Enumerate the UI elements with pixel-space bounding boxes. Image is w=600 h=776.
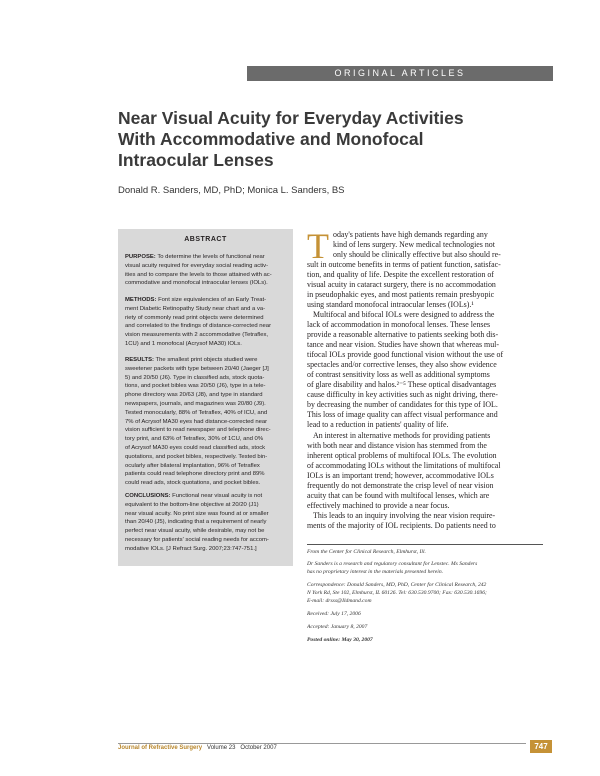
body-line: cause difficulty in key activities such as night driving, there- xyxy=(307,390,498,399)
abstract-line: modative IOLs. [J Refract Surg. 2007;23:747-751.] xyxy=(125,545,257,552)
abstract-line: newspapers, journals, and magazines was 20/80 (J9). xyxy=(125,400,266,407)
body-line: in pseudophakic eyes, and most patients remain presbyopic xyxy=(307,290,495,299)
abstract-line: Font size equivalencies of an Early Treat- xyxy=(158,297,267,303)
abstract-label: CONCLUSIONS: xyxy=(125,493,171,499)
title-line: Near Visual Acuity for Everyday Activities xyxy=(118,108,464,128)
section-banner: ORIGINAL ARTICLES xyxy=(247,66,553,81)
abstract-line: quotations, and pocket bibles, respectively. Tested bin- xyxy=(125,453,268,460)
issue-date: October 2007 xyxy=(240,745,277,751)
abstract-line: sweetener packets with type between 20/40 (Jaeger [J] xyxy=(125,365,269,372)
page-number: 747 xyxy=(530,740,552,753)
disclosure-note: Dr Sanders is a research and regulatory consultant for Lenstec. Ms Sanders xyxy=(307,561,478,567)
abstract-line: vision sufficient to read newspaper and telephone direc- xyxy=(125,427,271,434)
title-line: With Accommodative and Monofocal xyxy=(118,129,424,149)
abstract-line: To determine the levels of functional near xyxy=(157,254,265,260)
body-line: inherent optical problems of multifocal IOLs. The evolution xyxy=(307,451,497,460)
author-list: Donald R. Sanders, MD, PhD; Monica L. Sanders, BS xyxy=(118,185,345,196)
body-line: using standard monofocal intraocular lenses (IOLs).¹ xyxy=(307,300,474,309)
volume: Volume 23 xyxy=(207,745,236,751)
abstract-line: tory print, and 63% of Tetraflex, 30% of 1CU, and 0% xyxy=(125,436,264,443)
disclosure-note: has no proprietary interest in the materials presented herein. xyxy=(307,569,444,575)
body-line: Multifocal and bifocal IOLs were designed to address the xyxy=(313,310,495,319)
footer-divider xyxy=(118,743,526,744)
body-line: of contrast sensitivity loss as well as additional symptoms xyxy=(307,370,490,379)
abstract-label: PURPOSE: xyxy=(125,254,156,260)
abstract-line: necessary for patients' social reading needs for accom- xyxy=(125,536,269,543)
abstract-line: than 20/40 (J5), indicating that a requirement of nearly xyxy=(125,519,267,526)
body-line: IOLs is an important trend; however, accommodative IOLs xyxy=(307,471,494,480)
body-line: effectively machined to provide a near focus. xyxy=(307,501,450,510)
abstract-line: commodative and monofocal intraocular lenses (IOLs). xyxy=(125,280,268,287)
abstract-line: Functional near visual acuity is not xyxy=(172,493,263,499)
posted-online-text: Posted online: May 30, 2007 xyxy=(307,637,373,643)
abstract-line: phone directory was 20/63 (J8), and type in standard xyxy=(125,392,263,399)
abstract-line: near visual acuity. No print size was found at or smaller xyxy=(125,510,269,517)
body-line: visual acuity in cataract surgery, there is no accommodation xyxy=(307,280,496,289)
body-line: tifocal IOLs provide good functional vision without the use of xyxy=(307,350,504,359)
posted-online-date xyxy=(307,637,545,645)
abstract-line: 7% of Acrysof MA30 eyes had distance-corrected near xyxy=(125,418,268,425)
footnote-divider xyxy=(307,544,543,545)
body-line: with both near and distance vision has stemmed from the xyxy=(307,441,487,450)
body-line: only should be clinically effective but also should re- xyxy=(333,250,501,259)
body-line: acuity that can be found with multifocal lenses, which are xyxy=(307,491,490,500)
body-line: ments of the majority of IOL recipients. Do patients need to xyxy=(307,521,496,530)
abstract-line: Tested monocularly, 88% of Tetraflex, 40% of ICU, and xyxy=(125,409,268,416)
abstract-heading: ABSTRACT xyxy=(184,236,227,243)
body-line: sult in outcome benefits in terms of patient function, satisfac- xyxy=(307,260,501,269)
body-line: provide a reasonable alternative to patients seeking both dis- xyxy=(307,330,499,339)
body-line: lead to a reduction in patients' quality of life. xyxy=(307,420,449,429)
abstract-results xyxy=(125,356,288,488)
abstract-conclusions xyxy=(125,492,288,554)
title-line: Intraocular Lenses xyxy=(118,150,274,170)
abstract-line: 1CU) and 1 monofocal (Acrysof MA30) IOLs. xyxy=(125,340,242,347)
abstract-line: visual acuity required for everyday social reading activ- xyxy=(125,262,269,269)
abstract-line: could read ads, stock quotations, and pocket bibles. xyxy=(125,480,261,487)
abstract-line: and correlated to the findings of distance-corrected near xyxy=(125,323,272,330)
abstract-line: of Acrysof MA30 eyes could read classified ads, stock xyxy=(125,444,266,451)
abstract-line: equivalent to the bottom-line objective at 20/20 (J1) xyxy=(125,501,259,508)
body-line: of glare disability and halos.²⁻⁵ These optical disadvantages xyxy=(307,380,497,389)
abstract-label: METHODS: xyxy=(125,297,157,303)
journal-name: Journal of Refractive Surgery xyxy=(118,745,203,751)
correspondence-note: Correspondence: Donald Sanders, MD, PhD, Center for Clinical Research, 242 xyxy=(307,582,487,588)
body-line: frequently do not demonstrate the crisp level of near vision xyxy=(307,481,494,490)
abstract-line: ment Diabetic Retinopathy Study near chart and a va- xyxy=(125,305,266,312)
body-line: This leads to an inquiry involving the near vision require- xyxy=(313,511,496,520)
drop-cap: T xyxy=(307,226,329,266)
affiliation-note: From the Center for Clinical Research, Elmhurst, Ill. xyxy=(307,549,426,555)
accepted-date: Accepted: January 8, 2007 xyxy=(307,624,368,630)
correspondence-note: N York Rd, Ste 102, Elmhurst, IL 60126. Tel: 630.530.9700; Fax: 630.530.1696; xyxy=(307,590,487,596)
received-date: Received: July 17, 2006 xyxy=(307,611,361,617)
body-line: kind of lens surgery. New medical technologies not xyxy=(333,240,495,249)
body-line: This loss of image quality can affect visual performance and xyxy=(307,410,498,419)
body-line: tance and near vision. Studies have shown that whereas mul- xyxy=(307,340,499,349)
abstract-line: tions, and pocket bibles was 20/50 (J6), type in a tele- xyxy=(125,383,266,390)
article-title xyxy=(118,108,558,171)
abstract-purpose xyxy=(125,253,288,288)
abstract-line: perfect near visual acuity, while desirable, may not be xyxy=(125,528,265,535)
body-line: tion, and quality of life. Despite the excellent restoration of xyxy=(307,270,494,279)
body-line: An interest in alternative methods for providing patients xyxy=(313,431,491,440)
abstract-label: RESULTS: xyxy=(125,357,155,363)
abstract-line: riety of commonly read print objects were determined xyxy=(125,314,264,321)
abstract-line: ities and to compare the levels to those attained with ac- xyxy=(125,271,272,278)
abstract-line: ocularly after bilateral implantation, 96% of Tetraflex xyxy=(125,462,260,469)
body-line: lack of accommodation in monofocal lenses. These lenses xyxy=(307,320,491,329)
abstract-line: 5) and 20/50 (J6). Type in classified ads, stock quota- xyxy=(125,374,265,381)
abstract-line: The smallest print objects studied were xyxy=(155,357,258,363)
body-line: oday's patients have high demands regarding any xyxy=(333,230,488,239)
correspondence-email[interactable]: E-mail: drsss@Ildmand.com xyxy=(307,598,372,604)
body-line: spectacles and/or corrective lenses, they also show evidence xyxy=(307,360,497,369)
abstract-line: vision measurements with 2 accommodative (Tetraflex, xyxy=(125,332,269,339)
abstract-methods xyxy=(125,296,288,349)
body-line: by decreasing the number of candidates for this type of IOL. xyxy=(307,400,498,409)
abstract-line: patients could read telephone directory print and 89% xyxy=(125,471,265,478)
running-footer xyxy=(118,745,277,751)
body-line: of accommodating IOLs without the limitations of multifocal xyxy=(307,461,501,470)
